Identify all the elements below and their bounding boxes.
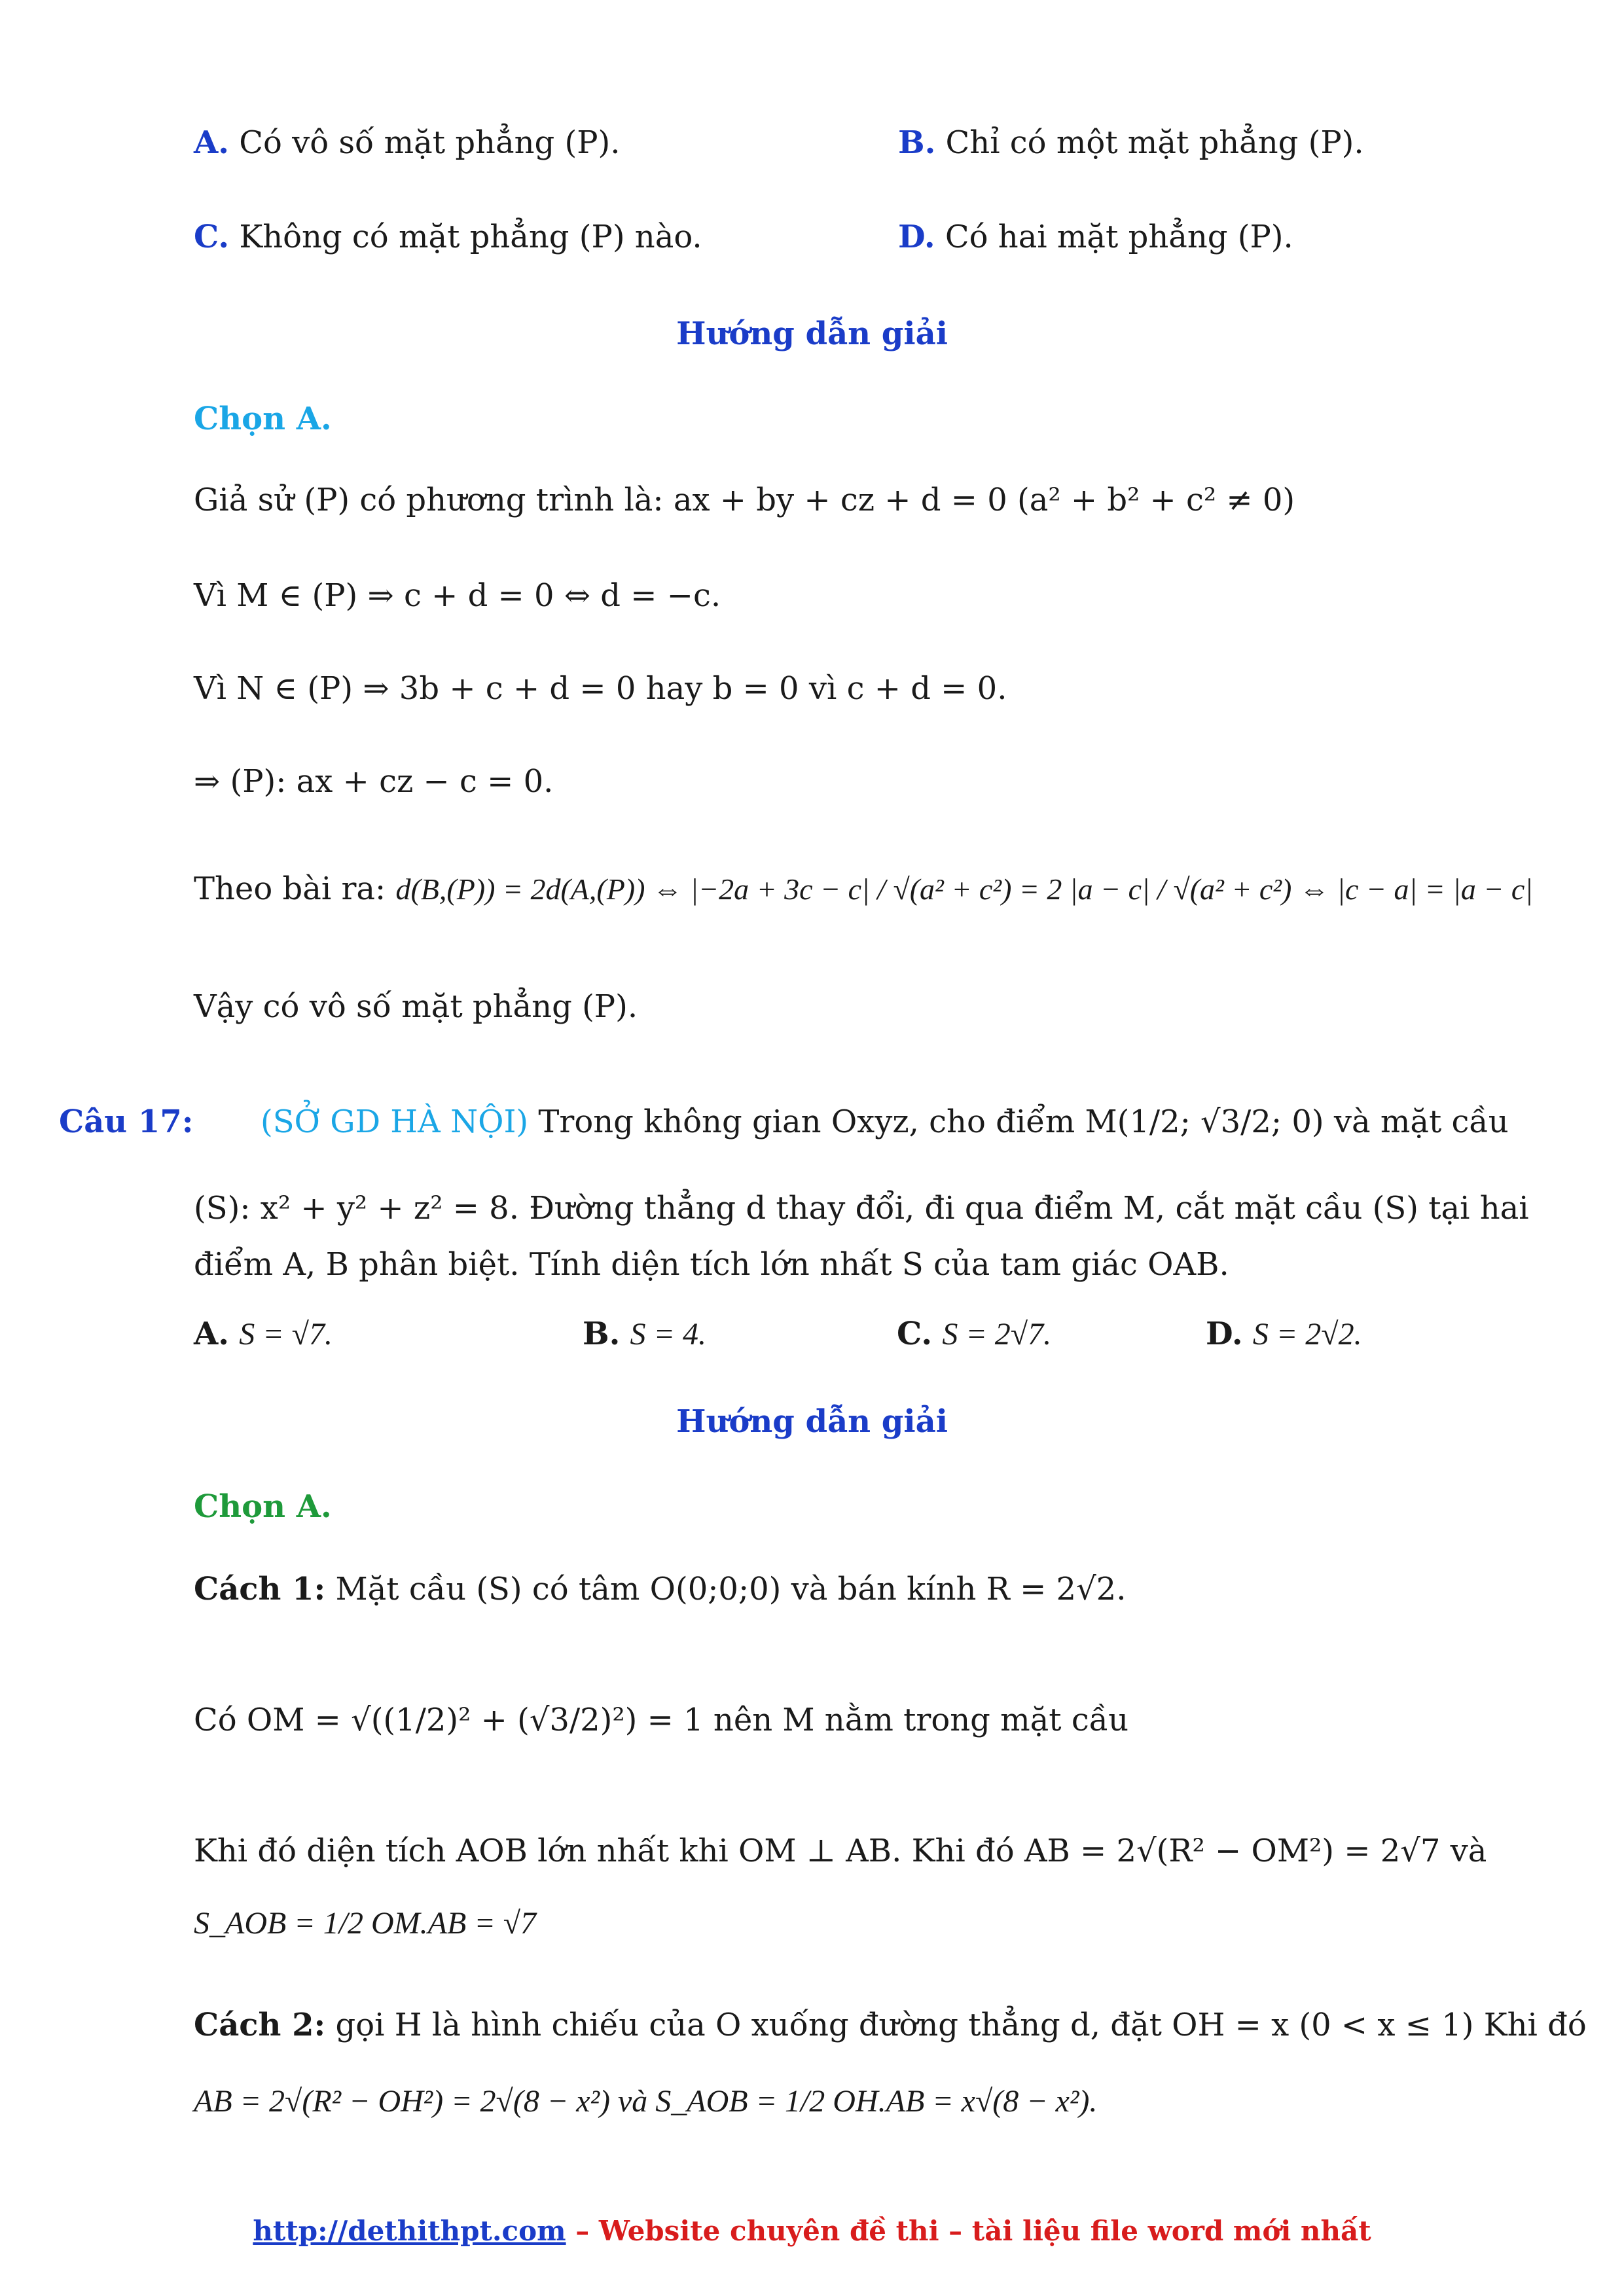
q17-option-b-text: S = 4. (630, 1317, 706, 1352)
q17-option-c (897, 1316, 1051, 1352)
q16-option-c (194, 219, 702, 255)
q16-option-c-text: Không có mặt phẳng (P) nào. (239, 219, 702, 255)
q17-label (59, 1103, 193, 1140)
q17-option-a-label: A. (194, 1316, 229, 1352)
q17-number: Câu 17: (59, 1103, 194, 1140)
q17-cach2-line-2 (194, 2083, 1097, 2119)
q16-option-a-label: A. (194, 124, 229, 161)
q17-option-d-text: S = 2√2. (1252, 1317, 1362, 1352)
q17-cach2-text: gọi H là hình chiếu của O xuống đường thẳng d, đặt OH = x (0 < x ≤ 1) Khi đó (335, 2007, 1587, 2043)
q17-cach1-label: Cách 1: (194, 1571, 326, 1607)
q16-option-d-text: Có hai mặt phẳng (P). (945, 219, 1293, 255)
footer-text: – Website chuyên đề thi – tài liệu file word mới nhất (566, 2215, 1371, 2247)
q16-chosen-answer: Chọn A. (194, 401, 332, 437)
q17-option-a-text: S = √7. (239, 1317, 333, 1352)
q17-option-d (1206, 1316, 1362, 1352)
q17-khi-line: Khi đó diện tích AOB lớn nhất khi OM ⊥ AB. Khi đó AB = 2√(R² − OM²) = 2√7 và (194, 1833, 1487, 1869)
q16-solution-line-4: ⇒ (P): ax + cz − c = 0. (194, 763, 554, 800)
q17-saob-line (194, 1905, 536, 1941)
q17-cach1 (194, 1571, 1126, 1607)
q16-option-d-label: D. (898, 219, 935, 255)
footer-link[interactable]: http://dethithpt.com (253, 2215, 566, 2247)
q17-option-a (194, 1316, 333, 1352)
q17-option-c-text: S = 2√7. (942, 1317, 1052, 1352)
page-footer (0, 2215, 1624, 2247)
q16-option-a (194, 124, 620, 161)
q16-option-b-text: Chỉ có một mặt phẳng (P). (945, 124, 1364, 161)
q17-cach2-equation: AB = 2√(R² − OH²) = 2√(8 − x²) và S_AOB = 1/2 OH.AB = x√(8 − x²). (194, 2084, 1098, 2119)
q16-option-b-label: B. (898, 124, 936, 161)
q16-option-c-label: C. (194, 219, 230, 255)
q17-stem-1-text: Trong không gian Oxyz, cho điểm M(1/2; √3/2; 0) và mặt cầu (538, 1103, 1509, 1140)
q17-option-b-label: B. (583, 1316, 621, 1352)
q17-chosen-answer: Chọn A. (194, 1488, 332, 1525)
q16-conclusion: Vậy có vô số mặt phẳng (P). (194, 988, 638, 1025)
q17-stem-line-2: (S): x² + y² + z² = 8. Đường thẳng d thay đổi, đi qua điểm M, cắt mặt cầu (S) tại hai (194, 1190, 1529, 1227)
q17-stem-line-3: điểm A, B phân biệt. Tính diện tích lớn nhất S của tam giác OAB. (194, 1246, 1229, 1283)
q16-line5-prefix: Theo bài ra: (194, 870, 386, 907)
q16-solution-line-1: Giả sử (P) có phương trình là: ax + by + cz + d = 0 (a² + b² + c² ≠ 0) (194, 482, 1295, 518)
q16-solution-line-5 (194, 870, 1533, 907)
q16-line5-equation: d(B,(P)) = 2d(A,(P)) ⇔ |−2a + 3c − c| / √(a² + c²) = 2 |a − c| / √(a² + c²) ⇔ |c − a| = |a − c| (395, 872, 1533, 906)
q17-cach1-text: Mặt cầu (S) có tâm O(0;0;0) và bán kính R = 2√2. (335, 1571, 1127, 1607)
q17-cach2 (194, 2007, 1587, 2043)
q17-option-c-label: C. (897, 1316, 933, 1352)
q17-saob-equation: S_AOB = 1/2 OM.AB = √7 (194, 1906, 537, 1941)
q16-guide-heading: Hướng dẫn giải (676, 315, 948, 352)
q17-cach2-label: Cách 2: (194, 2007, 326, 2043)
q17-option-b (583, 1316, 706, 1352)
q17-om-line: Có OM = √((1/2)² + (√3/2)²) = 1 nên M nằm trong mặt cầu (194, 1702, 1129, 1738)
q16-solution-line-3: Vì N ∈ (P) ⇒ 3b + c + d = 0 hay b = 0 vì c + d = 0. (194, 670, 1007, 707)
q17-stem-line-1 (261, 1103, 1509, 1140)
q16-option-d (898, 219, 1293, 255)
q17-source: (SỞ GD HÀ NỘI) (261, 1103, 529, 1140)
q16-solution-line-2: Vì M ∈ (P) ⇒ c + d = 0 ⇔ d = −c. (194, 577, 721, 614)
q16-option-b (898, 124, 1364, 161)
q17-guide-heading: Hướng dẫn giải (676, 1403, 948, 1440)
q17-option-d-label: D. (1206, 1316, 1243, 1352)
q16-option-a-text: Có vô số mặt phẳng (P). (239, 124, 621, 161)
